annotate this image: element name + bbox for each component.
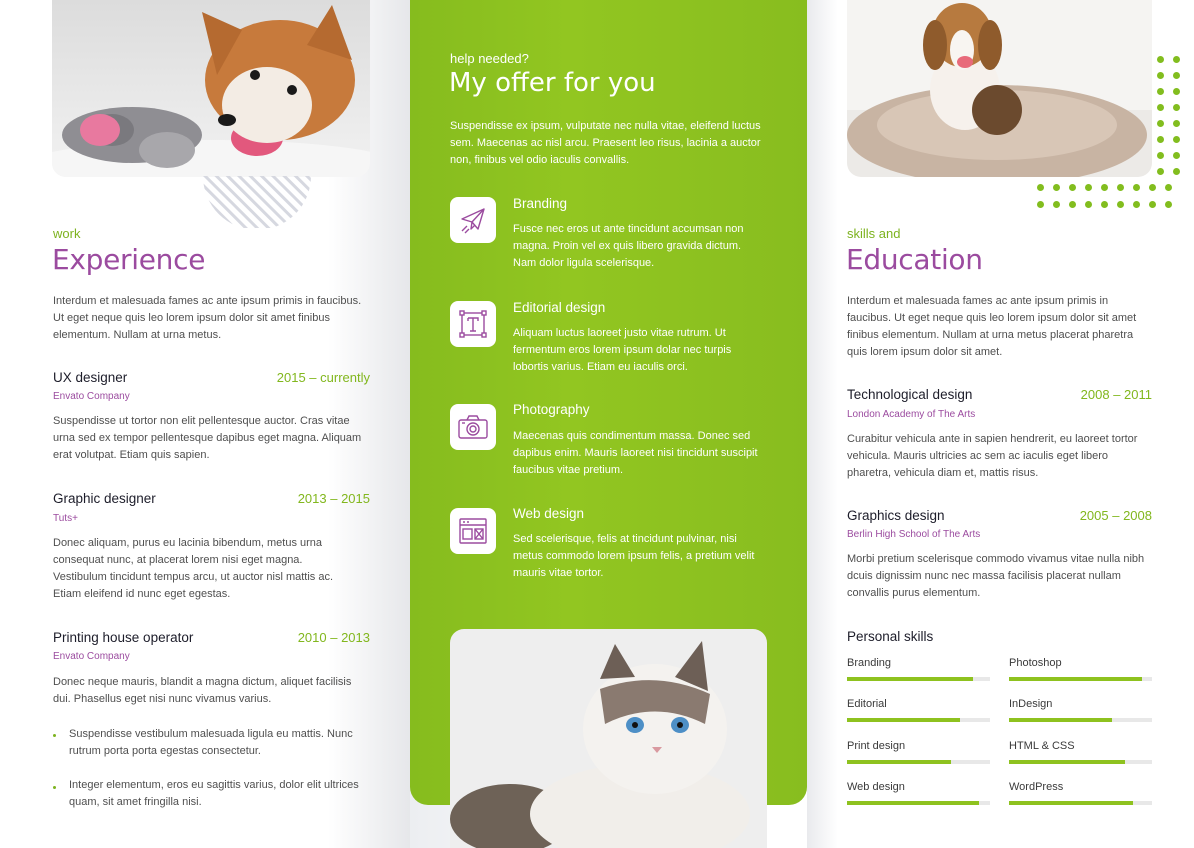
experience-intro: Interdum et malesuada fames ac ante ipsum primis in faucibus. Ut eget neque quis leo lorem ipsum dolor sit amet finibus elementum. Nullam at urna metus. [53,295,362,341]
service-title: Web design [513,506,585,521]
job-years: 2010 – 2013 [297,630,370,645]
education-title: Education [846,243,983,276]
skill-label: Photoshop [1009,657,1062,669]
job-company: Envato Company [53,651,130,662]
skill-bar [1009,760,1152,764]
skill-bar-fill [847,718,960,722]
experience-kicker: work [53,226,81,241]
skill-bar [847,801,990,805]
skill-bar-fill [1009,718,1112,722]
education-years: 2008 – 2011 [1080,387,1152,402]
beagle-photo [847,0,1152,177]
skill-label: WordPress [1009,781,1064,793]
job-title: UX designer [53,370,128,385]
job-company: Tuts+ [53,513,78,524]
education-years: 2005 – 2008 [1079,508,1152,523]
skill-bar-fill [847,760,951,764]
offer-kicker: help needed? [450,51,529,66]
education-school: Berlin High School of The Arts [847,529,981,540]
text-tool-icon [450,301,496,347]
job-years: 2015 – currently [276,370,370,385]
skill-bar [1009,718,1152,722]
experience-title: Experience [52,243,206,276]
service-description: Sed scelerisque, felis at tincidunt pulvinar, nisi metus commodo lorem ipsum felis, a pretium velit mauris vitae tortor. [513,533,755,579]
skill-bar [1009,677,1152,681]
skill-bar-fill [847,801,979,805]
skill-bar [847,677,990,681]
skill-label: HTML & CSS [1009,740,1075,752]
job-company: Envato Company [53,391,130,402]
job-title: Printing house operator [53,630,194,645]
education-intro: Interdum et malesuada fames ac ante ipsum primis in faucibus. Ut eget neque quis leo lorem ipsum dolor sit amet finibus elementum. Nullam at urna metus placerat pharetra quis lorem ipsum dolor sit amet. [847,295,1137,358]
skill-bar-fill [1009,677,1142,681]
skill-bar [847,760,990,764]
skill-bar-fill [1009,760,1125,764]
experience-panel [0,0,410,848]
job-description: Donec neque mauris, blandit a magna dictum, aliquet facilisis dui. Phasellus eget nisi nunc vivamus varius. [53,676,352,705]
skill-label: Branding [847,657,892,669]
camera-icon [450,404,496,450]
striped-circle-decoration [203,176,311,228]
service-description: Aliquam luctus laoreet justo vitae rutrum. Ut fermentum eros lorem ipsum dolar nec turpis lobortis varius. Etiam eu iaculis orci. [513,327,732,373]
job-description: Donec aliquam, purus eu lacinia bibendum, metus urna consequat nunc, at placerat lorem nisi eget magna. Vestibulum tincidunt tempus arcu, ut auctor nisl mattis ac. Etiam eleifend id nunc eget egestas. [53,537,334,600]
education-title-entry: Graphics design [847,508,945,523]
education-school: London Academy of The Arts [847,409,976,420]
skill-bar-fill [847,677,973,681]
list-item: Integer elementum, eros eu sagittis varius, dolor elit ultrices quam, sit amet fringilla nisi. [69,779,359,808]
service-description: Maecenas quis condimentum massa. Donec sed dapibus enim. Mauris laoreet nisi tincidunt suscipit faucibus vitae pretium. [513,430,758,476]
bullet-icon [53,786,56,789]
skill-label: Web design [847,781,905,793]
service-title: Photography [513,402,590,417]
education-description: Curabitur vehicula ante in sapien hendrerit, eu laoreet tortor vehicula. Mauris ultricies ac sem ac iaculis eget libero pharetra, vehicula diam et, mattis risus. [847,433,1138,479]
skill-label: InDesign [1009,698,1053,710]
service-title: Editorial design [513,300,606,315]
web-layout-icon [450,508,496,554]
skill-label: Print design [847,740,906,752]
bullet-icon [53,734,56,737]
skill-bar [847,718,990,722]
job-title: Graphic designer [53,491,156,506]
service-title: Branding [513,196,568,211]
cat-photo [450,629,767,848]
list-item: Suspendisse vestibulum malesuada ligula eu mattis. Nunc rutrum porta porta egestas consectetur. [69,728,353,757]
dog-cat-photo [52,0,370,177]
education-description: Morbi pretium scelerisque commodo vivamus vitae nulla nibh dcuis dignissim nunc nec massa facilisis placerat nullam convallis purus elementum. [847,553,1145,599]
skills-title: Personal skills [847,629,934,644]
skill-bar-fill [1009,801,1133,805]
skill-label: Editorial [847,698,887,710]
education-title-entry: Technological design [847,387,973,402]
skill-bar [1009,801,1152,805]
job-years: 2013 – 2015 [297,491,370,506]
paper-plane-icon [450,197,496,243]
job-description: Suspendisse ut tortor non elit pellentesque auctor. Cras vitae urna sed ex tempor pellentesque dapibus eget magna. Aliquam erat volutpat. Etiam quis sapien. [53,415,362,461]
education-kicker: skills and [847,226,901,241]
service-description: Fusce nec eros ut ante tincidunt accumsan non magna. Proin vel ex quis libero gravida dictum. Nam dolor ligula scelerisque. [513,223,744,269]
offer-title: My offer for you [449,68,656,98]
offer-intro: Suspendisse ex ipsum, vulputate nec nulla vitae, eleifend luctus sem. Maecenas ac nisl arcu. Praesent leo risus, lacinia a auctor non, finibus vel odio iaculis convallis. [450,120,761,166]
education-panel [807,0,1194,848]
